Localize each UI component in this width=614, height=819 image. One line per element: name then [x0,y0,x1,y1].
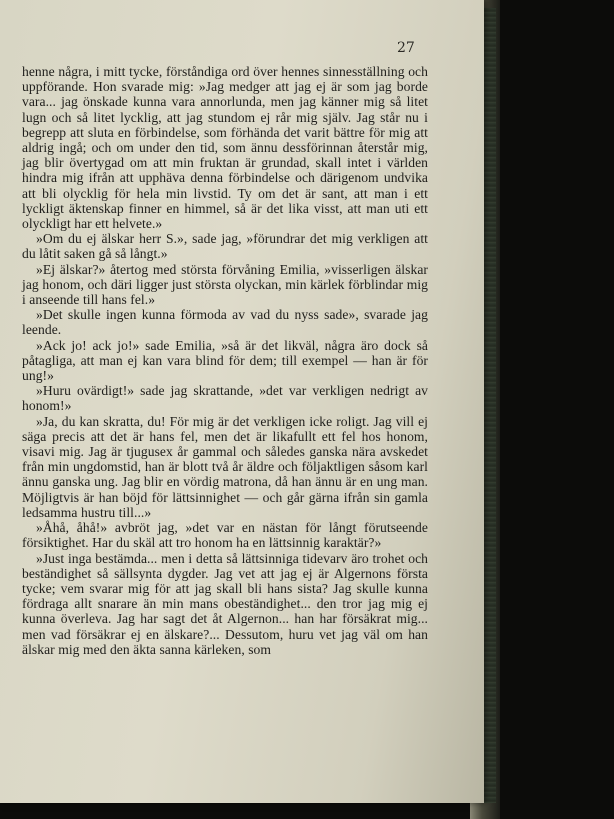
paragraph: »Just inga bestämda... men i detta så lättsinniga tidevarv äro trohet och beständighet så sällsynta dygder. Jag vet att jag ej är Algernons första tycke; vem svarar mig för att jag skall bli hans sista? Jag skulle kunna fördraga allt snarare än min mans obeständighet... den tror jag mig ej kunna överleva. Jag har sagt det åt Algernon... han har försäkrat mig... men vad försäkrar ej en älskare?... Dessutom, huru vet jag väl om han älskar mig med den äkta sanna kärleken, som [22,550,428,657]
paragraph: »Ja, du kan skratta, du! För mig är det verkligen icke roligt. Jag vill ej säga precis att det är hans fel, men det är likafullt ett fel hos honom, visavi mig. Jag är tjugusex år gammal och således ganska nära avskedet från min ungdomstid, han är blott två år äldre och följaktligen såsom karl ännu ganska ung. Jag blir en vördig matrona, då han ännu är en ung man. Möjligtvis är han böjd för lättsinnighet — och går gärna ifrån sin gamla ledsamma hustru till...» [22,413,428,520]
paragraph: »Åhå, åhå!» avbröt jag, »det var en nästan för långt förutseende försiktighet. Har du skäl att tro honom ha en lättsinnig karaktär?» [22,520,428,551]
page-text [22,64,428,657]
book-cover-edge [482,8,496,803]
paragraph: »Det skulle ingen kunna förmoda av vad du nyss sade», svarade jag leende. [22,307,428,338]
paragraph: henne några, i mitt tycke, förståndiga ord över hennes sinnesställning och uppförande. Hon svarade mig: »Jag medger att jag ej är som jag borde vara... jag önskade kunna vara annorlunda, men jag känner mig så litet lugn och så litet lycklig, att jag stundom ej rår mig själv. Jag står nu i begrepp att sluta en förbindelse, som förhända det varit bättre för mig att aldrig ingå; och om under den tid, som ännu dessförinnan återstår mig, jag blir övertygad om att min fruktan är grundad, skall intet i världen hindra mig ifrån att upphäva denna förbindelse och därigenom undvika att bli olycklig för hela min livstid. Ty om det är sant, att man i ett lyckligt äktenskap finner en himmel, så är det lika visst, att man uti ett olyckligt har ett helvete.» [22,64,428,232]
paragraph: »Ack jo! ack jo!» sade Emilia, »så är det likväl, några äro dock så påtagliga, att man ej kan vara blind för dem; till exempel — han är för ung!» [22,337,428,384]
page-number: 27 [397,40,415,56]
paragraph: »Ej älskar?» återtog med största förvåning Emilia, »visserligen älskar jag honom, och däri ligger just största olyckan, min kärlek förblindar mig i anseende till hans fel.» [22,261,428,308]
paragraph: »Huru ovärdigt!» sade jag skrattande, »det var verkligen nedrigt av honom!» [22,383,428,414]
paragraph: »Om du ej älskar herr S.», sade jag, »förundrar det mig verkligen att du låtit saken gå så långt.» [22,231,428,262]
